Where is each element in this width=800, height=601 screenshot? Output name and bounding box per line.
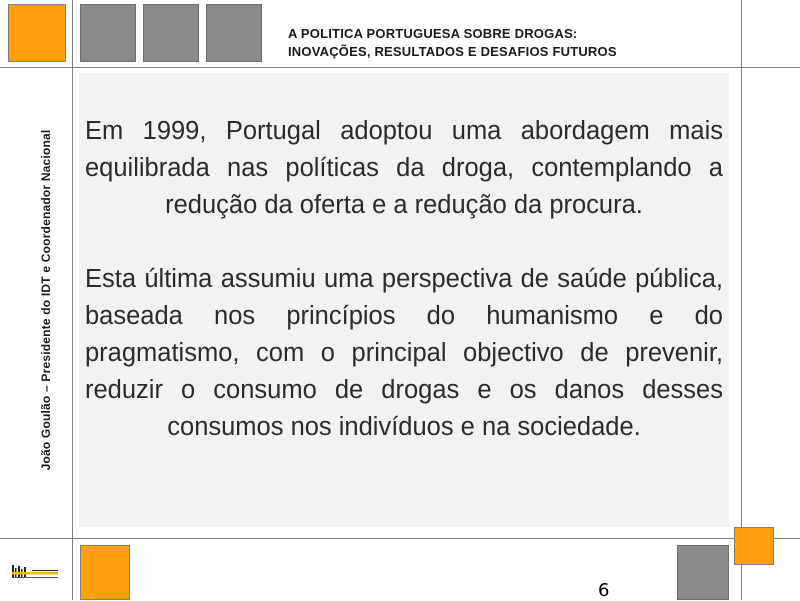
top-left-orange-square	[8, 4, 66, 62]
author-sidebar-text: João Goulão – Presidente do IDT e Coordenador Nacional	[39, 129, 53, 471]
top-gray-square-1	[80, 4, 136, 62]
page-number: 6	[598, 580, 610, 601]
bottom-right-gray-square	[677, 545, 729, 600]
slide-title-line-2: INOVAÇÕES, RESULTADOS E DESAFIOS FUTUROS	[288, 44, 617, 59]
top-gray-square-2	[143, 4, 199, 62]
right-vertical-rule	[741, 0, 742, 600]
paragraph-2: Esta última assumiu uma perspectiva de saúde pública, baseada nos princípios do humanismo e do pragmatismo, com o principal objectivo de prevenir, reduzir o consumo de drogas e os danos desses consumos nos indivíduos e na sociedade.	[85, 265, 723, 441]
left-vertical-rule	[72, 0, 73, 600]
bottom-left-orange-square	[80, 545, 130, 600]
content-panel	[79, 73, 729, 527]
idt-logo-icon	[12, 562, 60, 582]
bottom-horizontal-rule	[0, 538, 800, 539]
paragraph-1: Em 1999, Portugal adoptou uma abordagem mais equilibrada nas políticas da droga, contemplando a redução da oferta e a redução da procura.	[85, 117, 723, 219]
slide-title	[288, 25, 718, 61]
slide-title-line-1: A POLITICA PORTUGUESA SOBRE DROGAS:	[288, 26, 578, 41]
top-horizontal-rule	[0, 67, 800, 68]
right-orange-square	[734, 527, 774, 565]
top-gray-square-3	[206, 4, 262, 62]
